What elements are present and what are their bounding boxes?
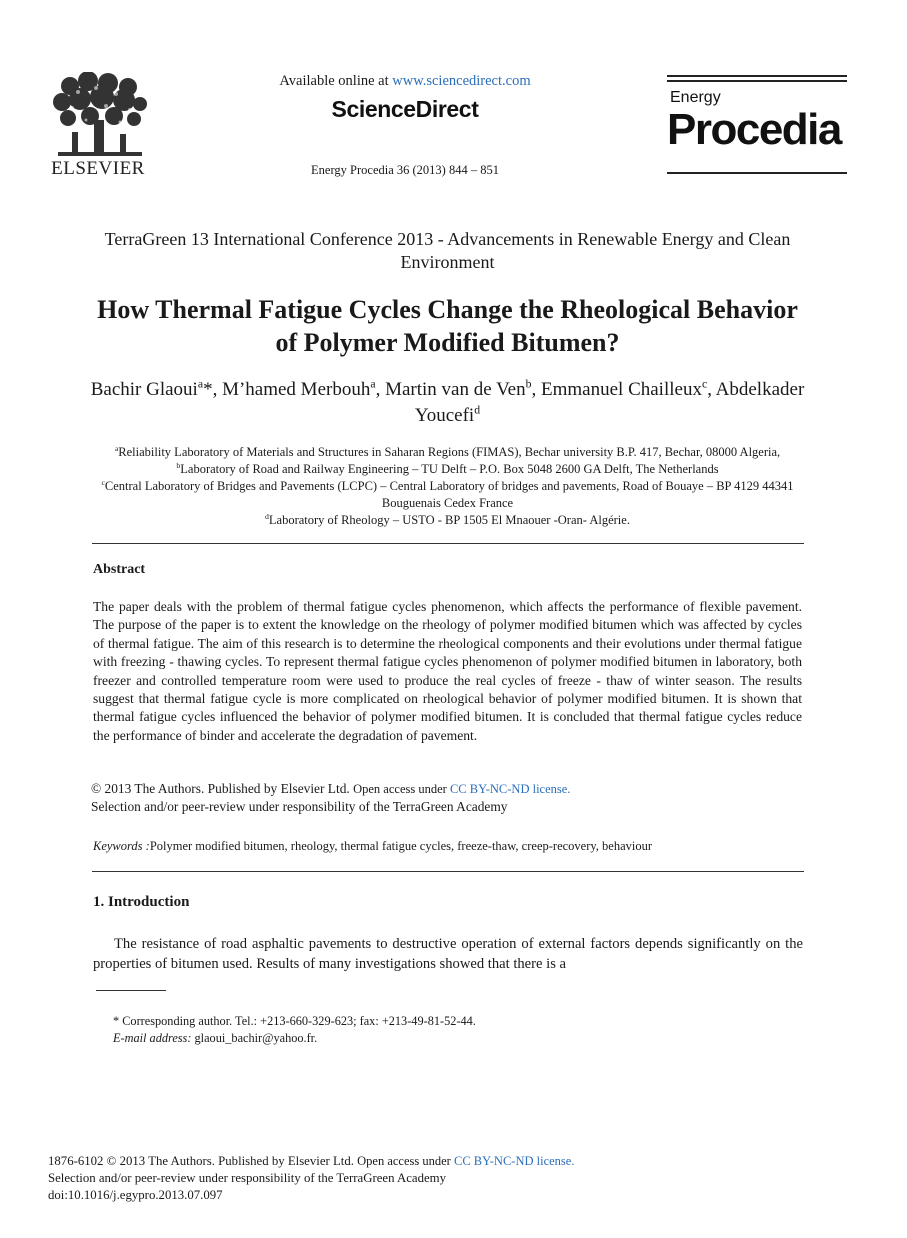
copyright-text: © 2013 The Authors. Published by Elsevier Ltd. (91, 781, 350, 796)
affiliation-c (90, 478, 805, 512)
affiliation-mark: d (265, 511, 269, 521)
introduction-paragraph: The resistance of road asphaltic pavements to destructive operation of external factors depends significantly on the properties of bitumen used. Results of many investigations showed that there is a (93, 936, 803, 972)
affiliations (90, 444, 805, 529)
journal-logo-underline (667, 172, 847, 174)
affiliation-text: Laboratory of Road and Railway Engineering – TU Delft – P.O. Box 5048 2600 GA Delft, The Netherlands (180, 462, 719, 476)
introduction-heading: 1. Introduction (93, 894, 190, 910)
author-separator: , (212, 379, 223, 400)
footer-doi: doi:10.1016/j.egypro.2013.07.097 (48, 1188, 223, 1202)
corresponding-mark: * (203, 379, 213, 400)
footer-open-access: Open access under (357, 1154, 454, 1168)
author-separator: , (531, 379, 542, 400)
keywords (93, 839, 805, 854)
author-name: M’hamed Merbouh (222, 379, 371, 400)
author-affiliation-mark: a (197, 377, 204, 391)
license-link[interactable]: CC BY-NC-ND license. (449, 782, 571, 796)
keywords-label: Keywords : (93, 839, 150, 853)
affiliation-d (90, 512, 805, 529)
email-address: glaoui_bachir@yahoo.fr. (194, 1031, 318, 1045)
journal-logo-energy: Energy (670, 89, 721, 106)
footer-peer-review: Selection and/or peer-review under responsibility of the TerraGreen Academy (48, 1171, 447, 1185)
author-affiliation-mark: a (370, 377, 376, 391)
author-name: Bachir Glaoui (90, 379, 198, 400)
section-divider (92, 871, 804, 872)
affiliation-mark: b (176, 460, 181, 470)
peer-review-text: Selection and/or peer-review under responsibility of the TerraGreen Academy (91, 799, 508, 814)
sciencedirect-brand: ScienceDirect (331, 96, 479, 122)
available-prefix: Available online at (279, 73, 393, 89)
open-access-text: Open access under (353, 782, 450, 796)
affiliation-text: Central Laboratory of Bridges and Pavements (LCPC) – Central Laboratory of bridges and pavements, Road of Bouaye – BP 4129 44341 Bouguenais Cedex France (104, 479, 794, 510)
author-name: Martin van de Ven (385, 379, 526, 400)
section-divider (92, 543, 804, 544)
journal-logo-rules (667, 75, 847, 85)
conference-name: TerraGreen 13 International Conference 2013 - Advancements in Renewable Energy and Clean Environment (104, 229, 791, 272)
publisher-name: ELSEVIER (51, 158, 145, 179)
journal-logo-procedia: Procedia (667, 105, 841, 154)
abstract-copyright (91, 780, 803, 816)
corresponding-author-note: * Corresponding author. Tel.: +213-660-329-623; fax: +213-49-81-52-44. (113, 1014, 476, 1028)
affiliation-b (90, 461, 805, 478)
affiliation-text: Laboratory of Rheology – USTO - BP 1505 El Mnaouer -Oran- Algérie. (268, 513, 630, 527)
author-name: Abdelkader Youcefi (414, 379, 805, 426)
author-affiliation-mark: d (474, 403, 481, 417)
footnote-divider (96, 990, 166, 991)
author-separator: , (375, 379, 386, 400)
author-affiliation-mark: c (701, 377, 708, 391)
footnotes (113, 1013, 803, 1047)
introduction-text (93, 934, 803, 974)
abstract-heading: Abstract (93, 562, 146, 577)
affiliation-text: Reliability Laboratory of Materials and Structures in Saharan Regions (FIMAS), Bechar university B.P. 417, Bechar, 08000 Algeria, (118, 445, 781, 459)
author-list (90, 377, 805, 429)
page-footer (48, 1153, 808, 1204)
affiliation-mark: c (101, 477, 105, 487)
availability-line (230, 73, 580, 90)
author-separator: , (707, 379, 716, 400)
paper-title: How Thermal Fatigue Cycles Change the Rheological Behavior of Polymer Modified Bitumen? (97, 295, 798, 357)
sciencedirect-link[interactable]: www.sciencedirect.com (392, 73, 531, 89)
keywords-text: Polymer modified bitumen, rheology, thermal fatigue cycles, freeze-thaw, creep-recovery, behaviour (149, 839, 653, 853)
abstract-text: The paper deals with the problem of thermal fatigue cycles phenomenon, which affects the performance of flexible pavement. The purpose of the paper is to extent the knowledge on the rheology of polymer modified bitumen which was affected by cycles of thermal fatigue. The aim of this research is to determine the rheological components and their evolutions under thermal fatigue with freezing - thawing cycles. To represent thermal fatigue cycles phenomenon of polymer modified bitumen in laboratory, both freezer and controlled temperature room were used to produce the real cycles of freeze - thaw of winter season. The results suggest that thermal fatigue cycle is more complicated on rheological behavior of polymer modified bitumen. It is shown that thermal fatigue cycles influenced the behavior of polymer modified bitumen. It is concluded that thermal fatigue cycles reduce the performance of binder and accelerate the degradation of pavement. (93, 599, 802, 743)
footer-license-link[interactable]: CC BY-NC-ND license. (453, 1154, 575, 1168)
affiliation-a (90, 444, 805, 461)
affiliation-mark: a (114, 443, 119, 453)
author-name: Emmanuel Chailleux (541, 379, 702, 400)
footer-copyright: 1876-6102 © 2013 The Authors. Published by Elsevier Ltd. (48, 1154, 354, 1168)
email-label: E-mail address: (113, 1031, 192, 1045)
author-affiliation-mark: b (525, 377, 532, 391)
journal-reference: Energy Procedia 36 (2013) 844 – 851 (311, 163, 499, 177)
